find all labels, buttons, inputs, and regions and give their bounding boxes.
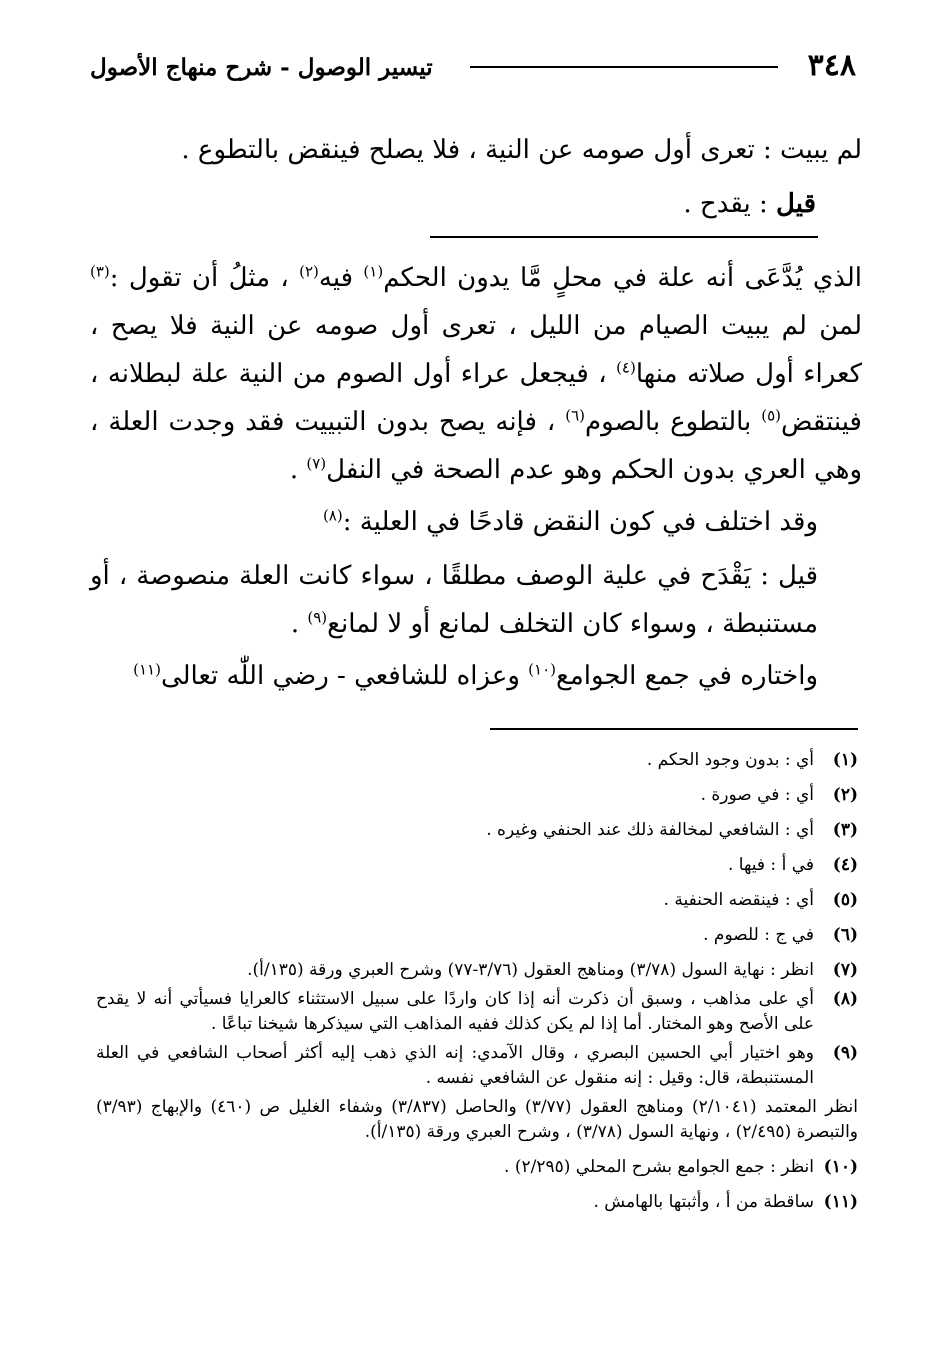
section-heading: [90, 180, 816, 228]
p1-text-8: .: [289, 455, 307, 485]
footnote-5: (٥) أي : فينقضه الحنفية .: [663, 890, 858, 910]
paragraph-definition: [90, 254, 862, 494]
page-header: [90, 46, 856, 96]
p4-text-2: وعزاه للشافعي - رضي اللّٰه تعالى: [160, 661, 529, 691]
p2-text-1: وقد اختلف في كون النقض قادحًا في العلية :: [342, 507, 818, 537]
p4-text-1: واختاره في جمع الجوامع: [556, 661, 818, 691]
paragraph-choice: [90, 652, 862, 700]
footnote-ref-11[interactable]: (١١): [133, 660, 161, 679]
footnote-11: (١١) ساقطة من أ ، وأثبتها بالهامش .: [593, 1192, 858, 1212]
footnote-4: (٤) في أ : فيها .: [727, 855, 858, 875]
footnote-ref-10[interactable]: (١٠): [528, 660, 557, 679]
heading-rest: : يقدح .: [683, 189, 777, 219]
page-number: ٣٤٨: [807, 48, 856, 83]
paragraph-opinion: [90, 552, 862, 648]
footnote-6: (٦) في ج : للصوم .: [703, 925, 858, 945]
footnote-10: (١٠) انظر : جمع الجوامع بشرح المحلي (٢/٢٩٥) .: [504, 1157, 858, 1177]
footnote-ref-7[interactable]: (٧): [306, 454, 327, 473]
footnote-9-references: انظر المعتمد (٢/١٠٤١) ومناهج العقول (٣/٧٧) والحاصل (٣/٨٣٧) وشفاء الغليل ص (٤٦٠) والإبهاج (٣/٩٣) والتبصرة (٢/٤٩٥) ، ونهاية السول (٣/٧٨) ، وشرح العبري ورقة (١٣٥/أ).: [96, 1097, 858, 1142]
continuation-line: [90, 126, 862, 174]
footnote-9: (٩) وهو اختيار أبي الحسين البصري ، وقال الآمدي: إنه الذي ذهب إليه أكثر أصحاب الشافعي في العلة المستنبطة، قال: وقيل : إنه منقول عن الشافعي نفسه .: [96, 1043, 858, 1088]
footnote-1: (١) أي : بدون وجود الحكم .: [646, 750, 858, 770]
p1-text-4: لمن لم يبيت الصيام من الليل ، تعرى أول صومه عن النية فلا يصح ، كعراء أول صلاته منها: [90, 311, 863, 389]
p1-text-1: الذي يُدَّعَى أنه علة في محلٍ مَّا يدون الحكم: [383, 263, 863, 293]
paragraph-dispute: [90, 498, 862, 546]
footnote-ref-9[interactable]: (٩): [307, 608, 328, 627]
heading-label: قيل: [776, 189, 816, 219]
footnote-ref-4[interactable]: (٤): [616, 358, 636, 377]
footnote-ref-8[interactable]: (٨): [322, 506, 343, 525]
footnote-ref-5[interactable]: (٥): [761, 406, 782, 425]
footnote-ref-3[interactable]: (٣): [90, 262, 110, 281]
heading-underline: [430, 236, 818, 238]
footnote-8: (٨) أي على مذاهب ، وسبق أن ذكرت أنه إذا كان واردًا على سبيل الاستثناء كالعرايا فسيأتي أنه لا يقدح على الأصح وهو المختار. أما إذا لم يكن كذلك ففيه المذاهب التي سيذكرها شيخنا تباعًا .: [96, 989, 858, 1034]
running-title: تيسير الوصول - شرح منهاج الأصول: [90, 54, 433, 81]
p1-text-6: بالتطوع بالصوم: [584, 407, 762, 437]
footnote-7: (٧) انظر : نهاية السول (٣/٧٨) ومناهج العقول (٣/٧٦-٧٧) وشرح العبري ورقة (١٣٥/أ).: [247, 960, 858, 980]
main-paragraph: [90, 254, 862, 700]
p1-text-5: ، فيجعل عراء أول الصوم من النية علة لبطلانه ، فينتقض: [90, 359, 862, 437]
continuation-text: لم يبيت : تعرى أول صومه عن النية ، فلا يصلح فينقض بالتطوع .: [181, 135, 862, 165]
footnotes: [96, 748, 858, 1225]
footnote-3: (٣) أي : الشافعي لمخالفة ذلك عند الحنفي وغيره .: [486, 820, 858, 840]
footnote-separator: [490, 728, 858, 730]
p1-text-2: فيه: [318, 263, 364, 293]
p1-text-3: ، مثلُ أن تقول :: [109, 263, 300, 293]
footnote-ref-2[interactable]: (٢): [299, 262, 319, 281]
footnote-ref-6[interactable]: (٦): [565, 406, 585, 425]
p3-text-1: قيل : يَقْدَح في علية الوصف مطلقًا ، سواء كانت العلة منصوصة ، أو مستنبطة ، وسواء كان التخلف لمانع أو لا لمانع: [90, 561, 818, 639]
header-rule: [470, 66, 778, 68]
p3-text-2: .: [290, 609, 308, 639]
p1-text-7: ، فإنه يصح بدون التبييت فقد وجدت العلة ، وهي العري بدون الحكم وهو عدم الصحة في النفل: [90, 407, 862, 485]
footnote-2: (٢) أي : في صورة .: [700, 785, 858, 805]
footnote-ref-1[interactable]: (١): [363, 262, 384, 281]
